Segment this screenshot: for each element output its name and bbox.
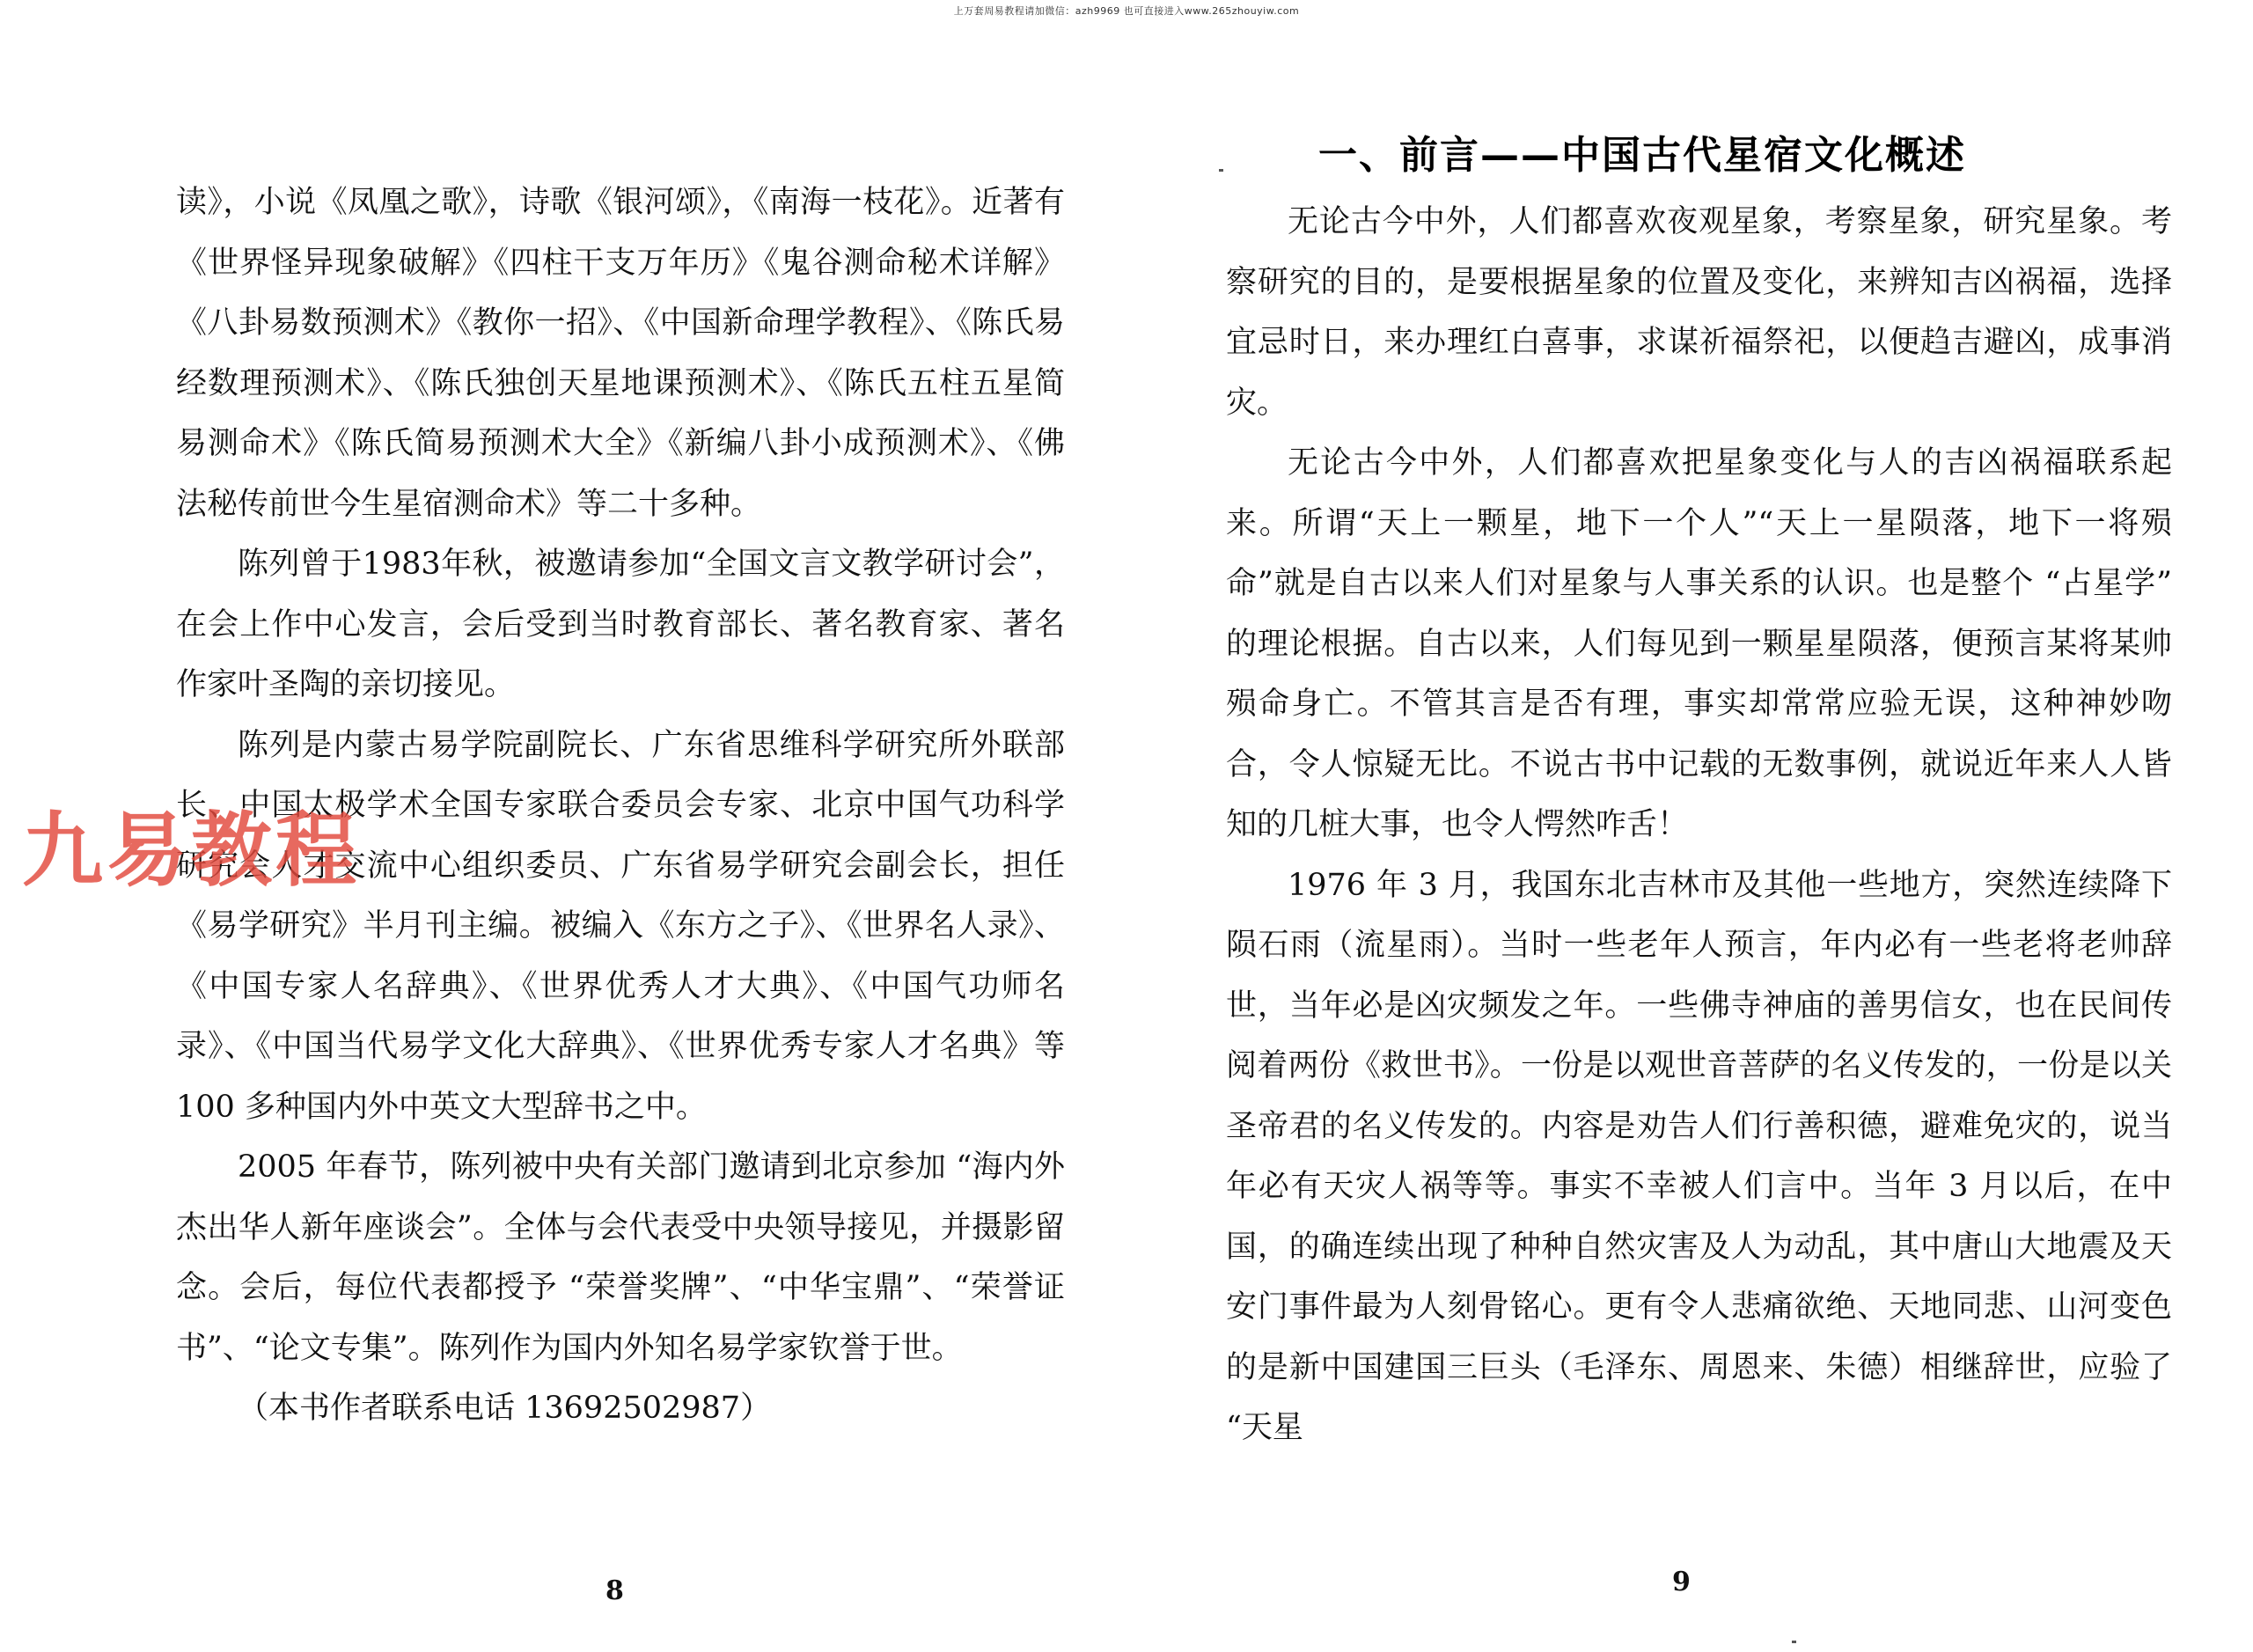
paragraph: 无论古今中外，人们都喜欢夜观星象，考察星象，研究星象。考察研究的目的，是要根据星象的位置及变化，来辨知吉凶祸福，选择宜忌时日，来办理红白喜事，求谋祈福祭祀，以便趋吉避凶，成事消灾。: [1226, 204, 2172, 421]
chapter-title: 一、前言——中国古代星宿文化概述: [1318, 133, 1966, 178]
paragraph: 陈列曾于1983年秋，被邀请参加“全国文言文教学研讨会”，在会上作中心发言，会后受到当时教育部长、著名教育家、著名作家叶圣陶的亲切接见。: [176, 547, 1065, 702]
scan-speck: [1219, 169, 1223, 172]
right-page: [1171, 0, 2253, 1652]
paragraph: 2005 年春节，陈列被中央有关部门邀请到北京参加 “海内外杰出华人新年座谈会”。全体与会代表受中央领导接见，并摄影留念。会后，每位代表都授予 “荣誉奖牌”、“中华宝鼎”、“荣誉证书”、“论文专集”。陈列作为国内外知名易学家钦誉于世。: [176, 1149, 1065, 1366]
author-contact: （本书作者联系电话 13692502987）: [238, 1391, 772, 1426]
watermark-logo: 九易教程: [22, 804, 361, 898]
scan-speck: [1792, 1641, 1796, 1643]
paragraph: 无论古今中外，人们都喜欢把星象变化与人的吉凶祸福联系起来。所谓“天上一颗星，地下一个人”“天上一星陨落，地下一将殒命”就是自古以来人们对星象与人事关系的认识。也是整个 “占星学” 的理论根据。自古以来，人们每见到一颗星星陨落，便预言某将某帅殒命身亡。不管其言是否有理，事实却常常应验无误，这种神妙吻合，令人惊疑无比。不说古书中记载的无数事例，就说近年来人人皆知的几桩大事，也令人愕然咋舌！: [1226, 445, 2172, 842]
paragraph: 1976 年 3 月，我国东北吉林市及其他一些地方，突然连续降下陨石雨（流星雨）。当时一些老年人预言，年内必有一些老将老帅辞世，当年必是凶灾频发之年。一些佛寺神庙的善男信女，也在民间传阅着两份《救世书》。一份是以观世音菩萨的名义传发的，一份是以关圣帝君的名义传发的。内容是劝告人们行善积德，避难免灾的，说当年必有天灾人祸等等。事实不幸被人们言中。当年 3 月以后，在中国，的确连续出现了种种自然灾害及人为动乱，其中唐山大地震及天安门事件最为人刻骨铭心。更有令人悲痛欲绝、天地同悲、山河变色的是新中国建国三巨头（毛泽东、周恩来、朱德）相继辞世，应验了 “天星: [1226, 867, 2172, 1445]
right-page-text: [1226, 192, 2172, 1458]
page-number-left: 8: [605, 1575, 624, 1606]
page-number-right: 9: [1672, 1567, 1691, 1597]
paragraph: 陈列是内蒙古易学院副院长、广东省思维科学研究所外联部长、中国太极学术全国专家联合委员会专家、北京中国气功科学研究会人才交流中心组织委员、广东省易学研究会副会长，担任《易学研究》半月刊主编。被编入《东方之子》、《世界名人录》、《中国专家人名辞典》、《世界优秀人才大典》、《中国气功师名录》、《中国当代易学文化大辞典》、《世界优秀专家人才名典》等 100 多种国内外中英文大型辞书之中。: [176, 727, 1065, 1125]
header-note: 上万套周易教程请加微信：azh9969 也可直接进入www.265zhouyiw.com: [953, 5, 1300, 17]
paragraph: 读》，小说《凤凰之歌》，诗歌《银河颂》，《南海一枝花》。近著有《世界怪异现象破解》《四柱干支万年历》《鬼谷测命秘术详解》《八卦易数预测术》《教你一招》、《中国新命理学教程》、《陈氏易经数理预测术》、《陈氏独创天星地课预测术》、《陈氏五柱五星简易测命术》《陈氏简易预测术大全》《新编八卦小成预测术》、《佛法秘传前世今生星宿测命术》等二十多种。: [176, 185, 1065, 522]
